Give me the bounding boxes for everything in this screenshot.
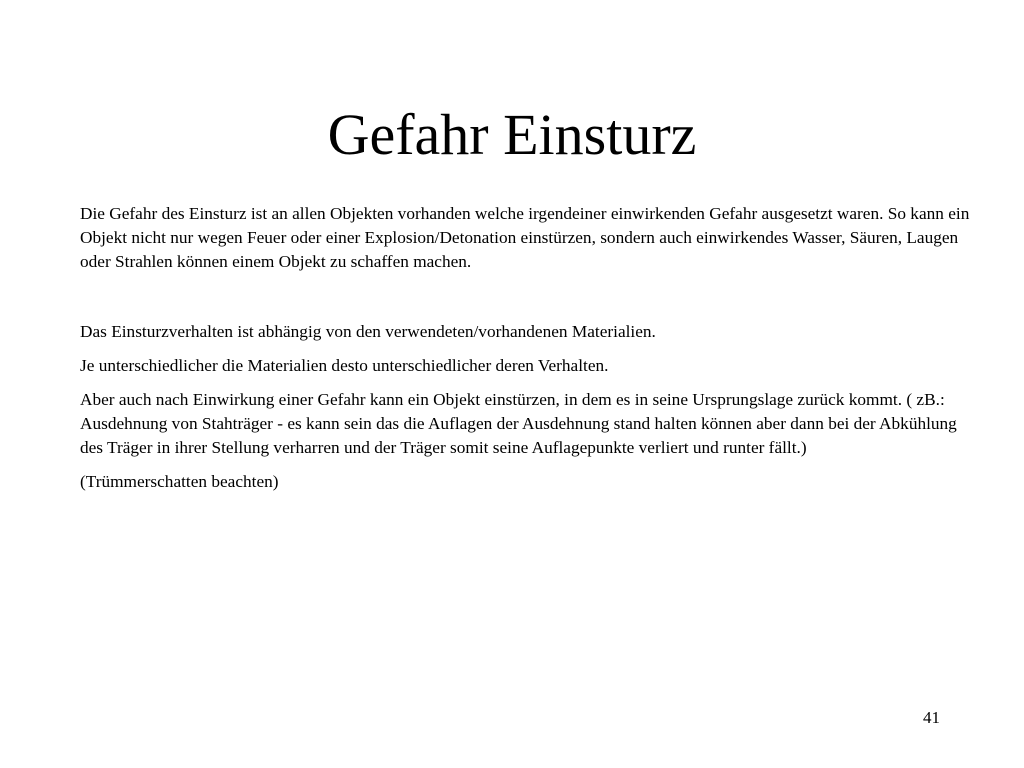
- page-number: 41: [923, 708, 940, 727]
- body-paragraph: Je unterschiedlicher die Materialien desto unterschiedlicher deren Verhalten.: [80, 356, 609, 375]
- slide-body: [80, 202, 980, 504]
- body-paragraph: Aber auch nach Einwirkung einer Gefahr kann ein Objekt einstürzen, in dem es in seine Ursprungslage zurück kommt. ( zB.: Ausdehnung von Stahträger - es kann sein das die Auflagen der Ausdehnung stand halten können aber dann bei der Abkühlung des Träger in ihrer Stellung verharren und der Träger somit seine Auflagepunkte verliert und runter fällt.): [80, 390, 957, 457]
- body-paragraph: Das Einsturzverhalten ist abhängig von den verwendeten/vorhandenen Materialien.: [80, 322, 656, 341]
- body-paragraph: Die Gefahr des Einsturz ist an allen Objekten vorhanden welche irgendeiner einwirkenden Gefahr ausgesetzt waren. So kann ein Objekt nicht nur wegen Feuer oder einer Explosion/Detonation einstürzen, sondern auch einwirkendes Wasser, Säuren, Laugen oder Strahlen können einem Objekt zu schaffen machen.: [80, 204, 970, 271]
- body-paragraph: (Trümmerschatten beachten): [80, 472, 279, 491]
- slide-title: Gefahr Einsturz: [327, 102, 697, 167]
